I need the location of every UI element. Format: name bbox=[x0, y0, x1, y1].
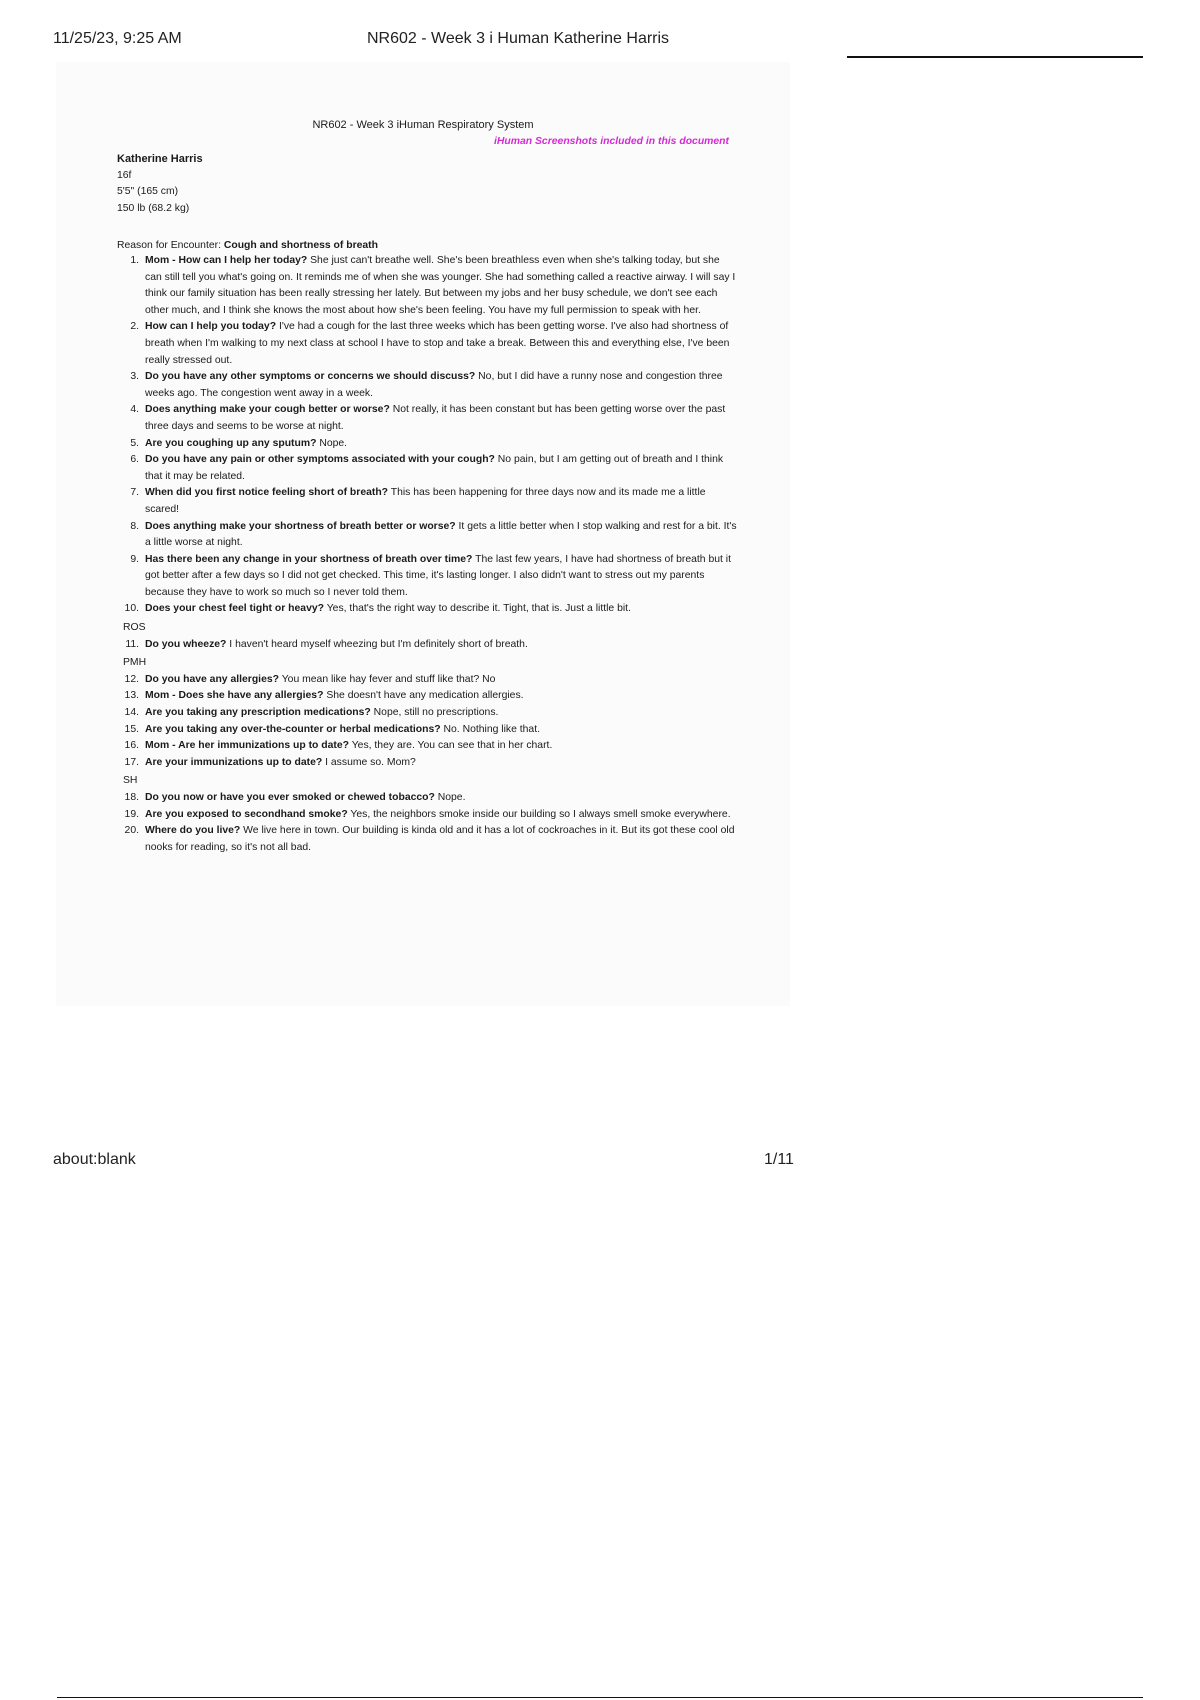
item-question: Are you exposed to secondhand smoke? bbox=[145, 808, 348, 820]
item-answer: Yes, the neighbors smoke inside our building so I always smell smoke everywhere. bbox=[350, 808, 731, 820]
list-item bbox=[117, 738, 737, 755]
list-item bbox=[117, 601, 737, 618]
item-question: Where do you live? bbox=[145, 825, 241, 837]
list-item bbox=[117, 705, 737, 722]
item-answer: No. Nothing like that. bbox=[443, 723, 540, 735]
item-question: When did you first notice feeling short of breath? bbox=[145, 487, 389, 499]
item-answer: Yes, that's the right way to describe it. Tight, that is. Just a little bit. bbox=[326, 603, 631, 615]
list-item bbox=[117, 552, 737, 602]
item-question: Has there been any change in your shortness of breath over time? bbox=[145, 553, 473, 565]
item-number: 10. bbox=[124, 603, 139, 615]
patient-age-sex: 16f bbox=[117, 169, 132, 181]
item-question: Mom - How can I help her today? bbox=[145, 255, 308, 266]
list-item bbox=[117, 402, 737, 435]
print-datetime: 11/25/23, 9:25 AM bbox=[53, 30, 182, 47]
item-question: How can I help you today? bbox=[145, 321, 277, 333]
reason-label: Reason for Encounter: bbox=[117, 240, 221, 251]
item-number: 16. bbox=[124, 740, 139, 752]
item-number: 14. bbox=[124, 707, 139, 719]
item-question: Does your chest feel tight or heavy? bbox=[145, 603, 324, 615]
item-number: 4. bbox=[130, 404, 139, 416]
section-heading-ros: ROS bbox=[123, 622, 146, 634]
item-question: Do you have any pain or other symptoms associated with your cough? bbox=[145, 454, 495, 466]
item-number: 20. bbox=[124, 825, 139, 837]
screenshot-note: iHuman Screenshots included in this document bbox=[494, 136, 729, 147]
patient-height: 5'5" (165 cm) bbox=[117, 186, 179, 198]
item-number: 13. bbox=[124, 690, 139, 702]
footer-rule bbox=[57, 1697, 1143, 1698]
item-number: 17. bbox=[124, 756, 139, 768]
item-answer: This has been happening for three days now and its made me a little scared! bbox=[145, 487, 706, 515]
patient-name: Katherine Harris bbox=[117, 153, 203, 165]
list-item bbox=[117, 519, 737, 552]
item-number: 3. bbox=[130, 371, 139, 383]
header-rule bbox=[847, 56, 1143, 58]
item-answer: No, but I did have a runny nose and congestion three weeks ago. The congestion went away in a week. bbox=[145, 371, 723, 399]
item-question: Are you taking any prescription medications? bbox=[145, 707, 371, 719]
item-question: Do you have any other symptoms or concerns we should discuss? bbox=[145, 371, 476, 383]
item-question: Do you now or have you ever smoked or chewed tobacco? bbox=[145, 792, 435, 803]
item-answer: She doesn't have any medication allergies. bbox=[326, 690, 524, 702]
item-question: Are you taking any over-the-counter or herbal medications? bbox=[145, 723, 441, 735]
item-answer: Nope. bbox=[319, 437, 348, 449]
list-item bbox=[117, 722, 737, 739]
patient-weight: 150 lb (68.2 kg) bbox=[117, 202, 190, 214]
list-item bbox=[117, 755, 737, 772]
item-number: 6. bbox=[130, 454, 139, 466]
item-number: 11. bbox=[125, 638, 139, 650]
item-number: 19. bbox=[124, 808, 139, 820]
item-question: Mom - Are her immunizations up to date? bbox=[145, 740, 349, 752]
item-answer: I haven't heard myself wheezing but I'm definitely short of breath. bbox=[229, 638, 528, 650]
item-number: 2. bbox=[130, 321, 139, 333]
print-url: about:blank bbox=[53, 1151, 136, 1168]
item-answer: Nope, still no prescriptions. bbox=[373, 707, 499, 719]
item-answer: It gets a little better when I stop walking and rest for a bit. It's a little worse at night. bbox=[145, 520, 737, 549]
item-answer: No pain, but I am getting out of breath and I think that it may be related. bbox=[145, 454, 724, 482]
list-item bbox=[117, 319, 737, 369]
item-number: 7. bbox=[130, 487, 139, 499]
item-answer: She just can't breathe well. She's been breathless even when she's talking today, but she can still tell you what's going on. It reminds me of when she was younger. She had something called a reactive airway. I will say I think our family situation has been really stressing her lately. But between my jobs and her busy schedule, we don't see each other much, and I think she knows the most about how she's been feeling. You have my full permission to speak with her. bbox=[145, 255, 736, 316]
document-title: NR602 - Week 3 iHuman Respiratory System bbox=[312, 119, 534, 131]
list-item bbox=[117, 637, 737, 654]
item-number: 1. bbox=[130, 255, 139, 266]
item-answer: Nope. bbox=[437, 792, 466, 803]
page-number: 1/11 bbox=[764, 1151, 794, 1168]
item-question: Does anything make your shortness of breath better or worse? bbox=[145, 520, 456, 532]
scanned-page bbox=[56, 62, 790, 1006]
section-heading-pmh: PMH bbox=[123, 657, 147, 669]
list-item bbox=[117, 452, 737, 485]
item-answer: I've had a cough for the last three weeks which has been getting worse. I've also had shortness of breath when I'm walking to my next class at school I have to stop and take a break. Between this and everything else, I've been really stressed out. bbox=[145, 321, 730, 366]
item-number: 8. bbox=[130, 520, 139, 532]
list-item bbox=[117, 485, 737, 518]
list-item bbox=[117, 790, 737, 807]
item-answer: Not really, it has been constant but has been getting worse over the past three days and seems to be worse at night. bbox=[145, 404, 726, 432]
section-heading-sh: SH bbox=[123, 775, 138, 787]
list-item bbox=[117, 807, 737, 824]
item-number: 12. bbox=[124, 673, 139, 685]
list-item bbox=[117, 688, 737, 705]
item-question: Do you wheeze? bbox=[145, 638, 227, 650]
item-number: 15. bbox=[124, 723, 139, 735]
item-answer: Yes, they are. You can see that in her chart. bbox=[351, 740, 553, 752]
item-question: Are you coughing up any sputum? bbox=[145, 437, 317, 449]
item-answer: I assume so. Mom? bbox=[325, 756, 416, 768]
item-number: 9. bbox=[130, 553, 139, 565]
item-question: Do you have any allergies? bbox=[145, 673, 279, 685]
patient-info bbox=[117, 151, 203, 217]
question-list bbox=[117, 253, 737, 856]
item-answer: The last few years, I have had shortness of breath but it got better after a few days so I did not get checked. This time, it's lasting longer. I also didn't want to stress out my parents because they have to work so much so I never told them. bbox=[145, 553, 731, 598]
list-item bbox=[117, 823, 737, 856]
item-number: 5. bbox=[130, 437, 139, 449]
item-question: Mom - Does she have any allergies? bbox=[145, 690, 324, 702]
list-item bbox=[117, 253, 737, 319]
list-item bbox=[117, 672, 737, 689]
list-item bbox=[117, 436, 737, 453]
reason-value: Cough and shortness of breath bbox=[223, 240, 378, 251]
item-answer: We live here in town. Our building is kinda old and it has a lot of cockroaches in it. But its got these cool old nooks for reading, so it's not all bad. bbox=[145, 825, 735, 853]
item-question: Does anything make your cough better or worse? bbox=[145, 404, 390, 416]
list-item bbox=[117, 369, 737, 402]
item-number: 18. bbox=[124, 792, 139, 803]
print-page-title: NR602 - Week 3 i Human Katherine Harris bbox=[367, 30, 670, 47]
item-question: Are your immunizations up to date? bbox=[145, 756, 323, 768]
item-answer: You mean like hay fever and stuff like that? No bbox=[281, 673, 496, 685]
